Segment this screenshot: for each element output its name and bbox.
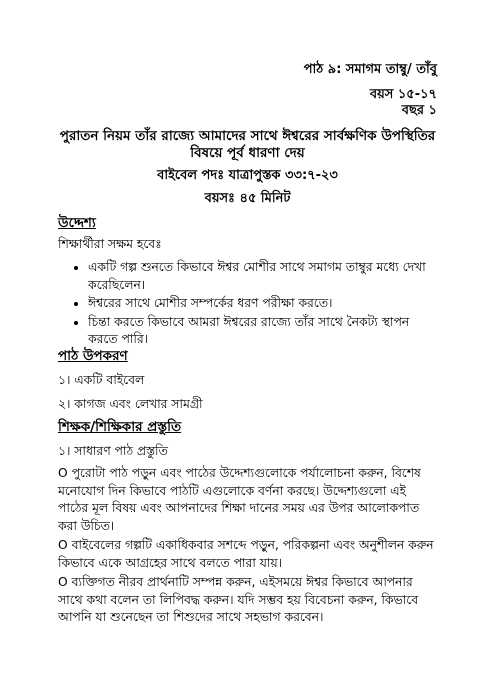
objectives-list xyxy=(58,259,437,350)
bible-verse: বাইবেল পদঃ যাত্রাপুস্তক ৩৩:৭-২৩ xyxy=(157,168,338,183)
objectives-heading: উদ্দেশ্য xyxy=(58,215,96,231)
materials-item: ১। একটি বাইবেল xyxy=(58,373,145,387)
prep-paragraph: O পুরোটা পাঠ পড়ুন এবং পাঠের উদ্দেশ্যগুলোকে পর্যালোচনা করুন, বিশেষ মনোযোগ দিন কিভাবে পাঠটি এগুলোকে বর্ণনা করছে। উদ্দেশ্যগুলো এই পাঠের মূল বিষয় এবং আপনাদের শিক্ষা দানের সময় এর উপর আলোকপাত করা উচিত। xyxy=(58,466,421,533)
list-item: • একটি গল্প শুনতে কিভাবে ঈশ্বর মোশীর সাথে সমাগম তাম্বুর মধ্যে দেখা করেছিলেন। xyxy=(88,259,437,294)
list-item: • চিন্তা করতে কিভাবে আমরা ঈশ্বরের রাজ্যে তাঁর সাথে নৈকট্য স্থাপন করতে পারি। xyxy=(88,314,437,349)
materials-item: ২। কাগজ এবং লেখার সামগ্রী xyxy=(58,397,203,411)
teacher-prep-heading: শিক্ষক/শিক্ষিকার প্রস্তুতি xyxy=(58,419,182,435)
lesson-number: পাঠ ৯: সমাগম তাম্বু/ তাঁবু xyxy=(303,62,437,77)
age-range: বয়স ১৫-১৭ xyxy=(369,87,437,102)
prep-paragraph: O ব্যক্তিগত নীরব প্রার্থনাটি সম্পন্ন করুন, এইসময়ে ঈশ্বর কিভাবে আপনার সাথে কথা বলেন তা লিপিবদ্ধ করুন। যদি সম্ভব হয় বিবেচনা করুন, কিভাবে আপনি যা শুনেছেন তা শিশুদের সাথে সহভাগ করবেন। xyxy=(58,575,419,624)
lesson-duration: বয়সঃ ৪৫ মিনিট xyxy=(204,191,291,206)
lesson-title: পুরাতন নিয়ম তাঁর রাজ্যে আমাদের সাথে ঈশ্বরের সার্বক্ষণিক উপস্থিতির বিষয়ে পূর্ব ধারণা দেয় xyxy=(59,128,436,161)
materials-heading: পাঠ উপকরণ xyxy=(58,348,128,364)
prep-paragraph: O বাইবেলের গল্পটি একাধিকবার সশব্দে পড়ুন, পরিকল্পনা এবং অনুশীলন করুন কিভাবে একে আগ্রহের সাথে বলতে পারা যায়। xyxy=(58,538,434,570)
year-label: বছর ১ xyxy=(401,103,437,118)
objectives-intro: শিক্ষার্থীরা সক্ষম হবেঃ xyxy=(58,237,162,251)
teacher-prep-sub: ১। সাধারণ পাঠ প্রস্তুতি xyxy=(58,444,168,458)
list-item: • ঈশ্বরের সাথে মোশীর সম্পর্কের ধরণ পরীক্ষা করতে। xyxy=(88,295,437,313)
